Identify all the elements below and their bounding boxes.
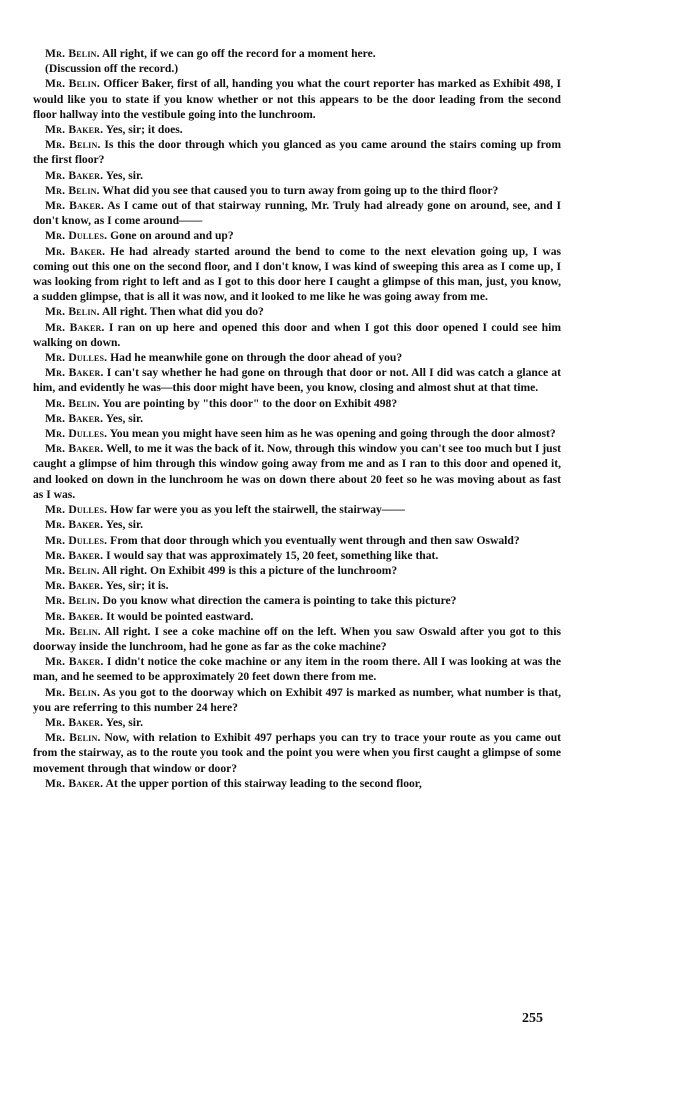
- speech-text: (Discussion off the record.): [45, 62, 179, 76]
- page-number: 255: [522, 1011, 543, 1026]
- speaker-name: Mr. Belin.: [45, 77, 101, 91]
- speech-text: I didn't notice the coke machine or any item in the room there. All I was looking at was the man, and he seemed to be approximately 20 feet down there from me.: [33, 655, 562, 684]
- speaker-name: Mr. Belin.: [45, 594, 100, 608]
- speaker-name: Mr. Belin.: [45, 396, 100, 410]
- speaker-name: Mr. Baker.: [45, 320, 105, 334]
- speech-text: Yes, sir.: [105, 411, 143, 425]
- speech-text: How far were you as you left the stairwell, the stairway——: [110, 503, 405, 517]
- testimony-paragraph: [33, 198, 561, 228]
- testimony-paragraph: [33, 654, 561, 684]
- speaker-name: Mr. Baker.: [45, 168, 104, 182]
- speech-text: From that door through which you eventually went through and then saw Oswald?: [110, 533, 520, 547]
- speaker-name: Mr. Baker.: [45, 518, 104, 532]
- speaker-name: Mr. Belin.: [45, 305, 100, 319]
- speech-text: All right. Then what did you do?: [101, 305, 264, 319]
- speaker-name: Mr. Baker.: [45, 548, 104, 562]
- testimony-paragraph: [33, 411, 561, 426]
- speaker-name: Mr. Dulles.: [45, 427, 108, 441]
- speech-text: As you got to the doorway which on Exhibit 497 is marked as number, what number is that, you are referring to this number 24 here?: [33, 685, 561, 714]
- testimony-paragraph: [33, 715, 561, 730]
- testimony-paragraph: [33, 46, 561, 61]
- speech-text: Had he meanwhile gone on through the door ahead of you?: [110, 351, 403, 365]
- testimony-paragraph: [33, 563, 561, 578]
- speech-text: You are pointing by "this door" to the door on Exhibit 498?: [102, 396, 398, 410]
- speaker-name: Mr. Belin.: [45, 47, 100, 60]
- speech-text: As I came out of that stairway running, Mr. Truly had already gone on around, see, and I don't know, as I come around——: [33, 199, 561, 228]
- speaker-name: Mr. Baker.: [45, 442, 104, 456]
- testimony-paragraph: [33, 61, 561, 76]
- speaker-name: Mr. Baker.: [45, 655, 104, 669]
- testimony-paragraph: [33, 609, 561, 624]
- testimony-paragraph: [33, 122, 561, 137]
- speech-text: Gone on around and up?: [110, 229, 234, 243]
- testimony-paragraph: [33, 517, 561, 532]
- speaker-name: Mr. Dulles.: [45, 351, 108, 365]
- testimony-text: [33, 46, 561, 791]
- testimony-paragraph: [33, 168, 561, 183]
- speech-text: You mean you might have seen him as he was opening and going through the door almost?: [109, 427, 556, 441]
- speech-text: I would say that was approximately 15, 20 feet, something like that.: [106, 548, 439, 562]
- speech-text: All right, if we can go off the record for a moment here.: [101, 47, 376, 60]
- speech-text: Yes, sir.: [105, 518, 143, 532]
- testimony-paragraph: [33, 548, 561, 563]
- testimony-paragraph: [33, 365, 561, 395]
- speech-text: He had already started around the bend to come to the next elevation going up, I was coming out this one on the second floor, and I don't know, I was kind of sweeping this area as I come up, I was looking from right to left and as I got to this door here I caught a glimpse of this man, just, you know, a sudden glimpse, that is all it was now, and it looked to me like he was going away from me.: [33, 244, 562, 304]
- testimony-paragraph: [33, 183, 561, 198]
- speech-text: Yes, sir.: [105, 715, 143, 729]
- speech-text: What did you see that caused you to turn away from going up to the third floor?: [102, 183, 499, 197]
- speaker-name: Mr. Baker.: [45, 609, 104, 623]
- speech-text: I can't say whether he had gone on through that door or not. All I did was catch a glance at him, and evidently he was—this door might have been, you know, closing and almost shut at that time.: [33, 366, 562, 395]
- speech-text: Well, to me it was the back of it. Now, through this window you can't see too much but I just caught a glimpse of him through this window going away from me and as I ran to this door and opened it, and looked on down in the lunchroom he was on down there about 20 feet so he was moving about as fast as I was.: [33, 442, 561, 501]
- testimony-paragraph: [33, 76, 561, 122]
- testimony-paragraph: [33, 244, 561, 305]
- speaker-name: Mr. Baker.: [45, 579, 104, 593]
- speaker-name: Mr. Belin.: [45, 731, 101, 745]
- speech-text: At the upper portion of this stairway leading to the second floor,: [105, 776, 422, 790]
- speaker-name: Mr. Dulles.: [45, 533, 108, 547]
- speaker-name: Mr. Baker.: [45, 776, 104, 790]
- testimony-paragraph: [33, 320, 561, 350]
- speech-text: Yes, sir.: [105, 168, 143, 182]
- speaker-name: Mr. Baker.: [45, 715, 104, 729]
- speech-text: Yes, sir; it is.: [105, 579, 169, 593]
- speech-text: Now, with relation to Exhibit 497 perhaps you can try to trace your route as you came out from the stairway, as to the route you took and the point you were when you first caught a glimpse of some movement through that window or door?: [33, 731, 562, 775]
- testimony-paragraph: [33, 304, 561, 319]
- speaker-name: Mr. Dulles.: [45, 229, 108, 243]
- speaker-name: Mr. Baker.: [45, 123, 104, 137]
- speaker-name: Mr. Baker.: [45, 199, 105, 213]
- testimony-paragraph: [33, 426, 561, 441]
- testimony-paragraph: [33, 137, 561, 167]
- speaker-name: Mr. Baker.: [45, 366, 104, 380]
- testimony-paragraph: [33, 228, 561, 243]
- speech-text: It would be pointed eastward.: [106, 609, 254, 623]
- testimony-paragraph: [33, 350, 561, 365]
- testimony-paragraph: [33, 593, 561, 608]
- speaker-name: Mr. Belin.: [45, 563, 100, 577]
- testimony-paragraph: [33, 502, 561, 517]
- testimony-paragraph: [33, 578, 561, 593]
- testimony-paragraph: [33, 441, 561, 502]
- speech-text: I ran on up here and opened this door and when I got this door opened I could see him walking on down.: [33, 320, 561, 349]
- speaker-name: Mr. Baker.: [45, 244, 106, 258]
- speech-text: Yes, sir; it does.: [105, 123, 183, 137]
- speaker-name: Mr. Belin.: [45, 685, 101, 699]
- speaker-name: Mr. Belin.: [45, 183, 100, 197]
- speech-text: Officer Baker, first of all, handing you what the court reporter has marked as Exhibit 498, I would like you to state if you know whether or not this appears to be the door leading from the second floor hallway into the vestibule going into the lunchroom.: [33, 77, 561, 121]
- speaker-name: Mr. Belin.: [45, 138, 101, 152]
- speech-text: Do you know what direction the camera is pointing to take this picture?: [102, 594, 457, 608]
- testimony-paragraph: [33, 624, 561, 654]
- testimony-paragraph: [33, 776, 561, 791]
- speech-text: Is this the door through which you glanced as you came around the stairs coming up from the first floor?: [33, 138, 561, 167]
- testimony-paragraph: [33, 685, 561, 715]
- speech-text: All right. On Exhibit 499 is this a picture of the lunchroom?: [101, 563, 398, 577]
- testimony-paragraph: [33, 396, 561, 411]
- testimony-paragraph: [33, 730, 561, 776]
- speaker-name: Mr. Belin.: [45, 624, 101, 638]
- speaker-name: Mr. Dulles.: [45, 503, 108, 517]
- testimony-paragraph: [33, 533, 561, 548]
- speech-text: All right. I see a coke machine off on the left. When you saw Oswald after you got to this doorway inside the lunchroom, had he gone as far as the coke machine?: [33, 624, 561, 653]
- speaker-name: Mr. Baker.: [45, 411, 104, 425]
